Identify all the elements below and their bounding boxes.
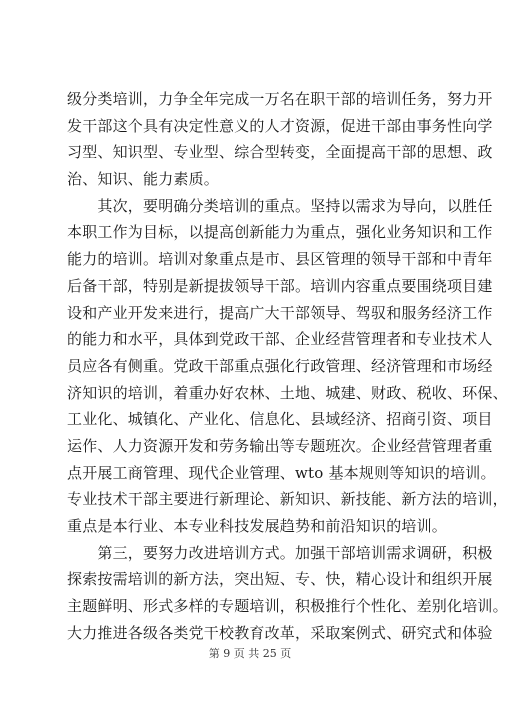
text-line: 点开展工商管理、现代企业管理、wto 基本规则等知识的培训。 [67, 463, 496, 482]
text-line: 能力的培训。培训对象重点是市、县区管理的领导干部和中青年 [67, 250, 493, 269]
text-line: 其次，要明确分类培训的重点。坚持以需求为导向，以胜任 [67, 196, 493, 215]
text-line: 专业技术干部主要进行新理论、新知识、新技能、新方法的培训， [67, 490, 508, 509]
text-line: 习型、知识型、专业型、综合型转变，全面提高干部的思想、政 [67, 143, 493, 162]
text-line: 工业化、城镇化、产业化、信息化、县域经济、招商引资、项目 [67, 410, 493, 429]
page-number-footer: 第 9 页 共 25 页 [208, 647, 292, 660]
text-line: 第三，要努力改进培训方式。加强干部培训需求调研，积极 [67, 543, 493, 562]
text-line: 治、知识、能力素质。 [67, 170, 220, 189]
text-line: 济知识的培训，着重办好农林、土地、城建、财政、税收、环保、 [67, 383, 508, 402]
text-line: 级分类培训，力争全年完成一万名在职干部的培训任务，努力开 [67, 90, 493, 108]
text-line: 的能力和水平，具体到党政干部、企业经营管理者和专业技术人 [67, 330, 493, 349]
text-line: 发干部这个具有决定性意义的人才资源，促进干部由事务性向学 [67, 116, 493, 135]
text-line: 探索按需培训的新方法，突出短、专、快，精心设计和组织开展 [67, 570, 493, 589]
text-line: 后备干部，特别是新提拔领导干部。培训内容重点要围绕项目建 [67, 276, 493, 295]
body-text [67, 86, 508, 646]
text-line: 运作、人力资源开发和劳务输出等专题班次。企业经营管理者重 [67, 436, 493, 455]
text-line: 重点是本行业、本专业科技发展趋势和前沿知识的培训。 [67, 517, 448, 535]
text-line: 大力推进各级各类党干校教育改革，采取案例式、研究式和体验 [67, 623, 493, 642]
text-line: 主题鲜明、形式多样的专题培训，积极推行个性化、差别化培训。 [67, 597, 508, 616]
text-line: 设和产业开发来进行，提高广大干部领导、驾驭和服务经济工作 [67, 303, 493, 322]
text-line: 本职工作为目标，以提高创新能力为重点，强化业务知识和工作 [67, 223, 493, 242]
text-line: 员应各有侧重。党政干部重点强化行政管理、经济管理和市场经 [67, 356, 493, 375]
